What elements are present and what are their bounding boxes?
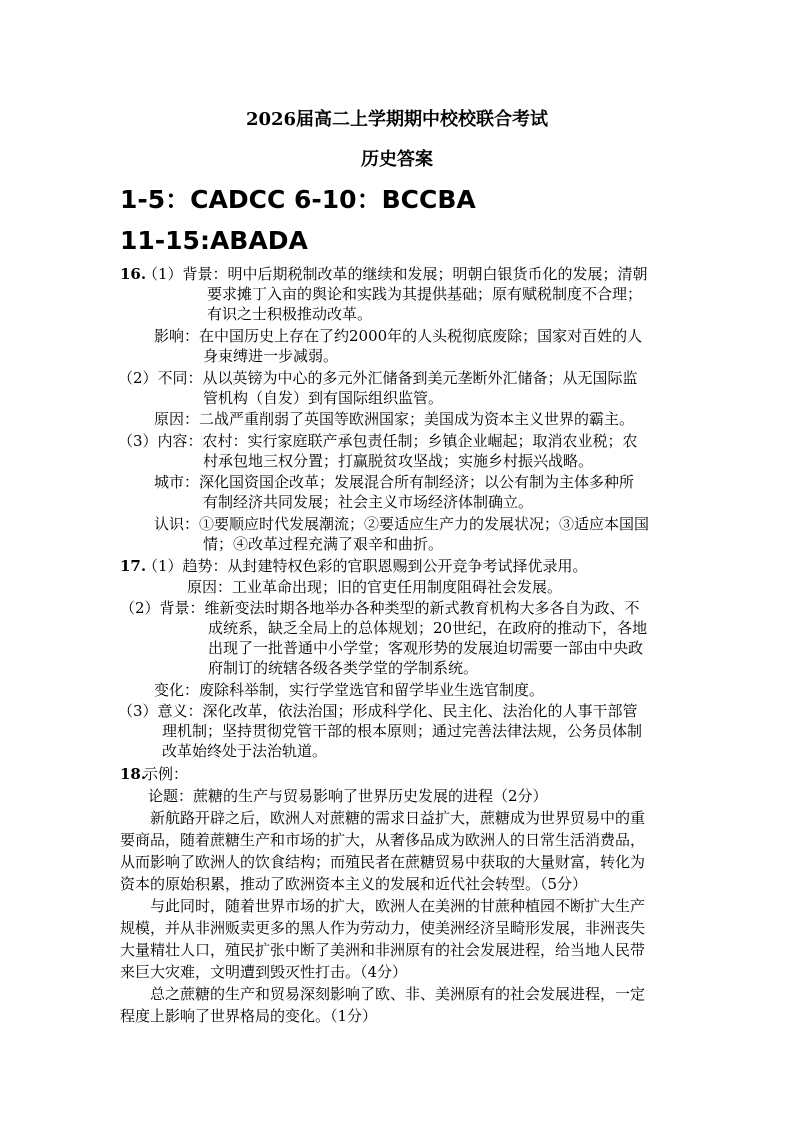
mc-answers-1-10: 1-5：CADCC 6-10：BCCBA xyxy=(120,185,476,214)
q16-number: 16. xyxy=(120,265,147,283)
q16-part3-line6: 情；④改革过程充满了艰辛和曲折。 xyxy=(203,535,444,553)
q17-part2-line3: 出现了一批普通中小学堂；客观形势的发展迫切需要一部由中央政 xyxy=(208,639,644,657)
q18-para1-line3: 从而影响了欧洲人的饮食结构；而殖民者在蔗糖贸易中获取的大量财富，转化为 xyxy=(120,853,646,871)
q17-number: 17. xyxy=(120,557,147,575)
q17-part2-line5: 变化：废除科举制，实行学堂选官和留学毕业生选官制度。 xyxy=(154,681,545,699)
q18-para2-line3: 大量精壮人口，殖民扩张中断了美洲和非洲原有的社会发展进程，给当地人民带 xyxy=(120,941,646,959)
exam-title: 2026届高二上学期期中校校联合考试 xyxy=(245,109,549,130)
q17-part3-line2: 理机制；坚持贯彻党管干部的根本原则；通过完善法律法规，公务员体制 xyxy=(162,722,643,740)
q16-part3-line5: 认识：①要顺应时代发展潮流；②要适应生产力的发展状况；③适应本国国 xyxy=(154,515,650,533)
q18-para2-line1: 与此同时，随着世界市场的扩大，欧洲人在美洲的甘蔗种植园不断扩大生产 xyxy=(150,897,646,915)
q17-part1-line1: （1）趋势：从封建特权色彩的官职恩赐到公开竞争考试择优录用。 xyxy=(143,557,588,575)
q17-part3-line3: 改革始终处于法治轨道。 xyxy=(162,742,328,760)
q16-part1-line4: 影响：在中国历史上存在了约2000年的人头税彻底废除；国家对百姓的人 xyxy=(154,327,643,345)
q17-part2-line1: （2）背景：维新变法时期各地举办各种类型的新式教育机构大多各自为政、不 xyxy=(120,599,640,617)
q16-part1-line5: 身束缚进一步减弱。 xyxy=(203,347,339,365)
page-subtitle: 历史答案 xyxy=(361,149,433,170)
q17-part1-line2: 原因：工业革命出现；旧的官吏任用制度阻碍社会发展。 xyxy=(187,578,563,596)
mc-answers-11-15: 11-15:ABADA xyxy=(120,226,308,255)
q17-part2-line2: 成统系，缺乏全局上的总体规划；20世纪，在政府的推动下，各地 xyxy=(208,619,648,637)
q16-part3-line2: 村承包地三权分置；打赢脱贫攻坚战；实施乡村振兴战略。 xyxy=(203,452,594,470)
q16-part1-line2: 要求摊丁入亩的舆论和实践为其提供基础；原有赋税制度不合理； xyxy=(207,285,643,303)
q18-para2-line2: 规模，并从非洲贩卖更多的黑人作为劳动力，使美洲经济呈畸形发展，非洲丧失 xyxy=(120,919,646,937)
q18-para1-line2: 要商品，随着蔗糖生产和市场的扩大，从奢侈品成为欧洲人的日常生活消费品， xyxy=(120,831,646,849)
q16-part2-line3: 原因：二战严重削弱了英国等欧洲国家；美国成为资本主义世界的霸主。 xyxy=(154,410,635,428)
q18-number: 18. xyxy=(120,765,147,783)
q17-part3-line1: （3）意义：深化改革，依法治国；形成科学化、民主化、法治化的人事干部管 xyxy=(118,702,638,720)
q18-para3-line1: 总之蔗糖的生产和贸易深刻影响了欧、非、美洲原有的社会发展进程，一定 xyxy=(150,985,646,1003)
q16-part3-line4: 有制经济共同发展；社会主义市场经济体制确立。 xyxy=(203,493,534,511)
q18-para3-line2: 程度上影响了世界格局的变化。（1分） xyxy=(120,1007,378,1025)
q16-part3-line3: 城市：深化国资国企改革；发展混合所有制经济；以公有制为主体多种所 xyxy=(154,473,635,491)
q16-part3-line1: （3）内容：农村：实行家庭联产承包责任制；乡镇企业崛起；取消农业税；农 xyxy=(118,432,638,450)
q18-para2-line4: 来巨大灾难，文明遭到毁灭性打击。（4分） xyxy=(120,963,408,981)
q16-part1-line1: （1）背景：明中后期税制改革的继续和发展；明朝白银货币化的发展；清朝 xyxy=(143,265,648,283)
q16-part2-line2: 管机构（自发）到有国际组织监管。 xyxy=(203,389,444,407)
q18-para1-line4: 资本的原始积累，推动了欧洲资本主义的发展和近代社会转型。（5分） xyxy=(120,875,588,893)
q18-example-label: 示例： xyxy=(143,765,189,783)
q16-part2-line1: （2）不同：从以英镑为中心的多元外汇储备到美元垄断外汇储备；从无国际监 xyxy=(118,369,638,387)
q18-thesis: 论题：蔗糖的生产与贸易影响了世界历史发展的进程（2分） xyxy=(148,787,548,805)
q17-part2-line4: 府制订的统辖各级各类学堂的学制系统。 xyxy=(208,659,479,677)
q16-part1-line3: 有识之士积极推动改革。 xyxy=(207,305,373,323)
q18-para1-line1: 新航路开辟之后，欧洲人对蔗糖的需求日益扩大，蔗糖成为世界贸易中的重 xyxy=(150,809,646,827)
